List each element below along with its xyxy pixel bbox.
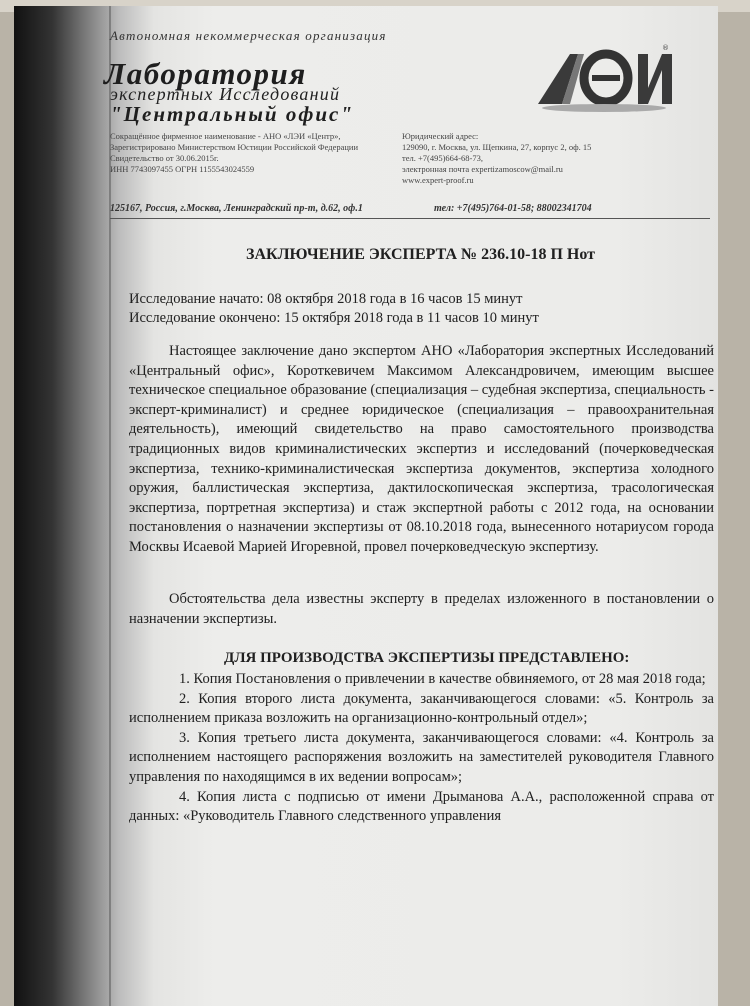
legal-address-info [402,131,632,186]
registration-info [110,131,390,175]
info-line: тел. +7(495)664-68-73, [402,153,483,163]
info-line: Юридический адрес: [402,131,479,141]
info-line: 129090, г. Москва, ул. Щепкина, 27, корпус 2, оф. 15 [402,142,592,152]
info-line: электронная почта expertizamoscow@mail.ru [402,164,563,174]
research-end-date: Исследование окончено: 15 октября 2018 года в 11 часов 10 минут [129,310,539,326]
section-heading: ДЛЯ ПРОИЗВОДСТВА ЭКСПЕРТИЗЫ ПРЕДСТАВЛЕНО: [224,650,630,666]
org-name-office: "Центральный офис" [110,102,355,126]
info-line: Сокращённое фирменное наименование - АНО «ЛЭИ «Центр», [110,131,341,141]
document-title: ЗАКЛЮЧЕНИЕ ЭКСПЕРТА № 236.10-18 П Нот [246,246,595,263]
info-line: Зарегистрировано Министерством Юстиции Российской Федерации [110,142,359,152]
expert-paragraph: Настоящее заключение дано экспертом АНО «Лаборатория экспертных Исследований «Центральный офис», Короткевичем Максимом Александровичем, имеющим высшее техническое специальное образование (специализация – судебная экспертиза, специальность - эксперт-криминалист) и среднее юридическое (специализация – правоохранительная деятельность), имеющий свидетельство на право самостоятельного производства традиционных видов криминалистических экспертиз и исследований (почерковедческая экспертиза, технико-криминалистическая экспертиза документов, экспертиза холодного оружия, баллистическая экспертиза, дактилоскопическая экспертиза, трасологическая экспертиза, портретная экспертиза) и стаж экспертной работы с 2012 года, на основании постановления о назначении экспертизы от 08.10.2018 года, вынесенного нотариусом города Москвы Исаевой Марией Игоревной, провел почерковедческую экспертизу. [129,343,714,555]
research-dates [129,290,539,328]
info-line: Свидетельство от 30.06.2015г. [110,153,219,163]
org-name-laboratory: Лаборатория [104,56,307,91]
list-item: 4. Копия листа с подписью от имени Дрыманова А.А., расположенной справа от данных: «Руководитель Главного следственного управления [129,788,714,825]
org-name-research: экспертных Исследований [110,84,341,104]
org-type: Автономная некоммерческая организация [110,28,387,43]
info-line: ИНН 7743097455 ОГРН 1155543024559 [110,164,255,174]
document-page [14,6,718,1006]
materials-list [129,670,714,827]
list-item: 1. Копия Постановления о привлечении в качестве обвиняемого, от 28 мая 2018 года; [179,671,706,687]
info-line: www.expert-proof.ru [402,175,474,185]
organization-logo [534,42,674,114]
office-phones: тел: +7(495)764-01-58; 88002341704 [434,203,592,214]
list-item: 2. Копия второго листа документа, заканчивающегося словами: «5. Контроль за исполнением приказа возложить на организационно-контрольный отдел»; [129,690,714,727]
logo-letters-icon [538,54,672,112]
research-start-date: Исследование начато: 08 октября 2018 года в 16 часов 15 минут [129,291,523,307]
svg-text:®: ® [662,44,669,52]
circumstances-paragraph: Обстоятельства дела известны эксперту в пределах изложенного в постановлении о назначении экспертизы. [129,591,714,627]
office-address: 125167, Россия, г.Москва, Ленинградский пр-т, д.62, оф.1 [110,203,363,214]
list-item: 3. Копия третьего листа документа, заканчивающегося словами: «4. Контроль за исполнением настоящего распоряжения возложить на заместителей руководителя Главного управления по находящимся в их ведении вопросам»; [129,729,714,785]
header-divider [110,218,710,219]
